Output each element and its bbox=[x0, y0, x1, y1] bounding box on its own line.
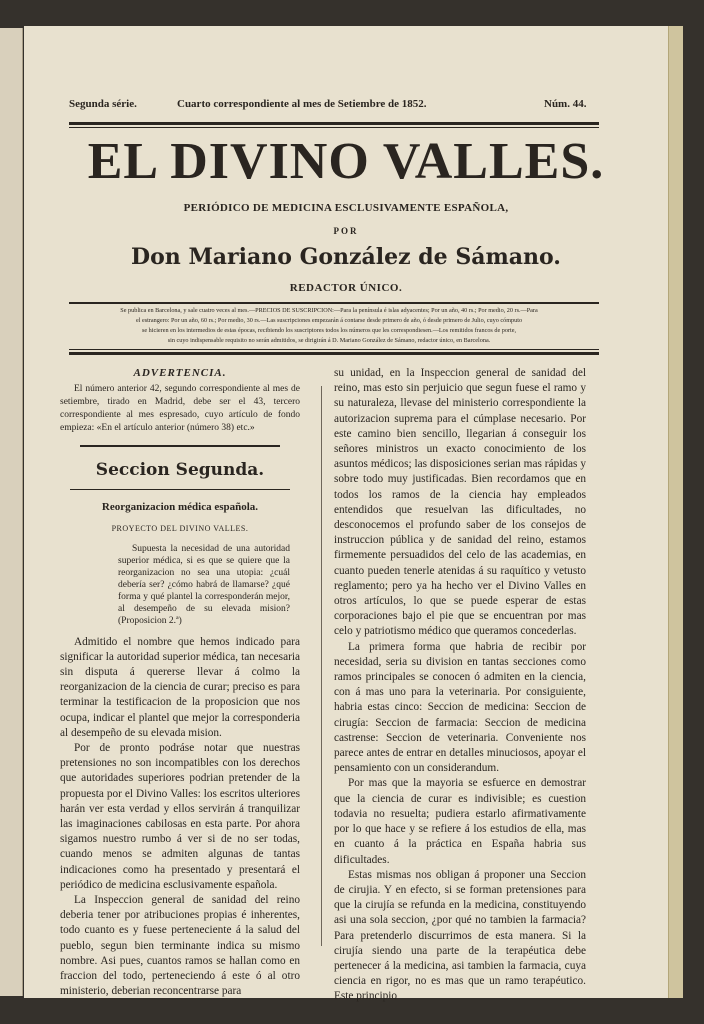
masthead-por: POR bbox=[333, 226, 359, 236]
article-title: Reorganizacion médica española. bbox=[101, 501, 259, 514]
notice-rule-bottom-thin bbox=[69, 349, 599, 350]
epigraph: Supuesta la necesidad de una autoridad superior médica, si es que se quiere que la reorganizacion no sea una utopia: ¿cuál debería ser? ¿cómo habrá de llamarse? ¿qué forma y qué plantel la corresponderán mejor, al desempeño de su elevada mision? (Proposicion 2.ª) bbox=[118, 543, 290, 626]
advert-text: El número anterior 42, segundo correspondiente al mes de setiembre, tirado en Madrid, debe ser el 43, tercero correspondiente al mes espresado, cuyo artículo de fondo empieza: «En el artículo anterior (número 38) etc.» bbox=[60, 384, 300, 434]
issue-date: Cuarto correspondiente al mes de Setiembre de 1852. bbox=[177, 98, 427, 110]
advert-title: ADVERTENCIA. bbox=[133, 367, 227, 379]
masthead-subtitle: PERIÓDICO DE MEDICINA ESCLUSIVAMENTE ESPAÑOLA, bbox=[183, 202, 509, 214]
editor-name: Don Mariano González de Sámano. bbox=[131, 244, 561, 270]
section-rule bbox=[70, 489, 290, 490]
editor-role: REDACTOR ÚNICO. bbox=[289, 282, 403, 294]
advert-rule bbox=[80, 435, 280, 447]
right-column bbox=[334, 366, 586, 1005]
right-paragraph-4: Estas mismas nos obligan á proponer una Seccion de cirujia. Y en efecto, si se forman pretensiones para que la cirujía se refunda en la medicina, constituyendo asi una sola seccion, ¿por qué no tambien la farmacia? Para pretenderlo discurrimos de esta manera. Si la cirujía siendo una parte de la terapéutica debe pertenecer á la medicina, asi tambien la farmacia, cuya ciencia en rigor, no es mas que un ramo terapéutico. Este principio bbox=[334, 868, 586, 1003]
left-paragraph-1: Admitido el nombre que hemos indicado para significar la autoridad superior médica, tan necesaria sin disputa á quererse llevar á colmo la reorganizacion de la ciencia de curar; preciso es para terminar la testificacion de la proposicion que nos ocupa, indicar el plantel que mejor la corresponderia al desempeño de su elevada mision. bbox=[60, 635, 300, 739]
page-stack-edge bbox=[668, 26, 683, 998]
section-title: Seccion Segunda. bbox=[95, 460, 265, 481]
right-paragraph-2: La primera forma que habria de recibir por necesidad, seria su division en tantas secciones como ramos principales se conocen ó admiten en la ciencia, con á mas uno para la veterinaria. Por consiguiente, habria estas cinco: Seccion de medicina: Seccion de cirugía: Seccion de farmacia: Seccion de medicina castrense: Seccion de veterinaria. Conveniente nos parece antes de entrar en detalles minuciosos, apoyar el pensamiento con un considerandum. bbox=[334, 640, 586, 775]
left-column bbox=[60, 366, 300, 999]
right-paragraph-1: su unidad, en la Inspeccion general de sanidad del reino, mas esto sin perjuicio que segun fuese el ramo y su naturaleza, llevase del ministerio correspondiente la autorizacion suprema para el cúmplase necesario. Por este camino bien sencillo, llegarian á conseguir los señores ministros un exacto conocimiento de los asuntos médicos; las disposiciones serian mas rápidas y sobre todo muy justificadas. Bien recordamos que en todos los ramos de la ciencia hay empleados entendidos que resuelvan las dificultades, no desconocemos el profundo saber de los consejos de instruccion pública y de sanidad del reino, estamos firmemente persuadidos del celo de las academias, en cuanto pueden tenerle atenidas á su raquítico y vetusto reglamento; pero ya ha hecho ver el Divino Valles en otros artículos, lo que se puede esperar de estas corporaciones bajo el pie que se encuentran por mas celo y patriotismo médico que queramos concederlas. bbox=[334, 367, 586, 638]
left-paragraph-2: Por de pronto podráse notar que nuestras pretensiones no son incompatibles con los derechos que autoridades superiores podrian pretender de la propuesta por el Divino Valles: los escritos ulteriores harán ver esta verdad y ellos servirán á tranquilizar las imaginaciones cabilosas en esta parte. Por ahora sigamos nuestro rumbo á ver si de no ser todas, cuando menos se admiten algunas de tantas indicaciones como ha presentado y presentará el periódico de medicina esclusivamente española. bbox=[60, 742, 300, 891]
notice-line-3: se hicieren en los intermedios de estas épocas, recibiendo los suscriptores todos los números que les correspondiesen.—Los remitidos francos de porte, bbox=[141, 327, 517, 334]
top-rule bbox=[69, 122, 599, 125]
newspaper-page bbox=[24, 26, 668, 1003]
masthead-title: EL DIVINO VALLES. bbox=[87, 133, 605, 190]
column-divider bbox=[321, 386, 322, 946]
left-paragraph-3: La Inspeccion general de sanidad del reino deberia tener por atribuciones propias é inherentes, todo cuanto es y fuese perteneciente á la salud del pueblo, segun bien terminante indica su mismo nombre. Asi pues, cuantos ramos se hallan como en fraccion del todo, perteneciendo á este ó al otro ministerio, deberian reconcentrarse para bbox=[60, 894, 300, 998]
series-label: Segunda série. bbox=[69, 98, 137, 110]
notice-line-1: Se publica en Barcelona, y sale cuatro veces al mes.—PRECIOS DE SUSCRIPCION:—Para la península é islas adyacentes; Por un año, 40 rs.; Por medio, 20 rs.—Para bbox=[120, 307, 538, 314]
right-paragraph-3: Por mas que la mayoria se esfuerce en demostrar que la ciencia de curar es indivisible; es cuestion todavia no resuelta; pudiera estarlo afirmativamente por lo que hace y se refiere á los estudios de ella, mas en cuanto á la práctica en España habria sus dificultades. bbox=[334, 777, 586, 866]
notice-rule-top bbox=[69, 302, 599, 304]
previous-page-edge bbox=[0, 28, 23, 996]
top-rule-thin bbox=[69, 127, 599, 128]
notice-line-4: sin cuyo indispensable requisito no serán admitidos, se dirigirán á D. Mariano González de Sámano, redactor único, en Barcelona. bbox=[167, 337, 491, 344]
project-title: PROYECTO DEL DIVINO VALLES. bbox=[111, 524, 249, 534]
notice-line-2: el estrangero: Por un año, 60 rs.; Por medio, 30 rs.—Las suscripciones empezarán á contarse desde primero de año, ó desde primero de Julio, cuyo cómputo bbox=[135, 317, 523, 324]
notice-rule-bottom bbox=[69, 352, 599, 355]
issue-number: Núm. 44. bbox=[544, 98, 587, 110]
